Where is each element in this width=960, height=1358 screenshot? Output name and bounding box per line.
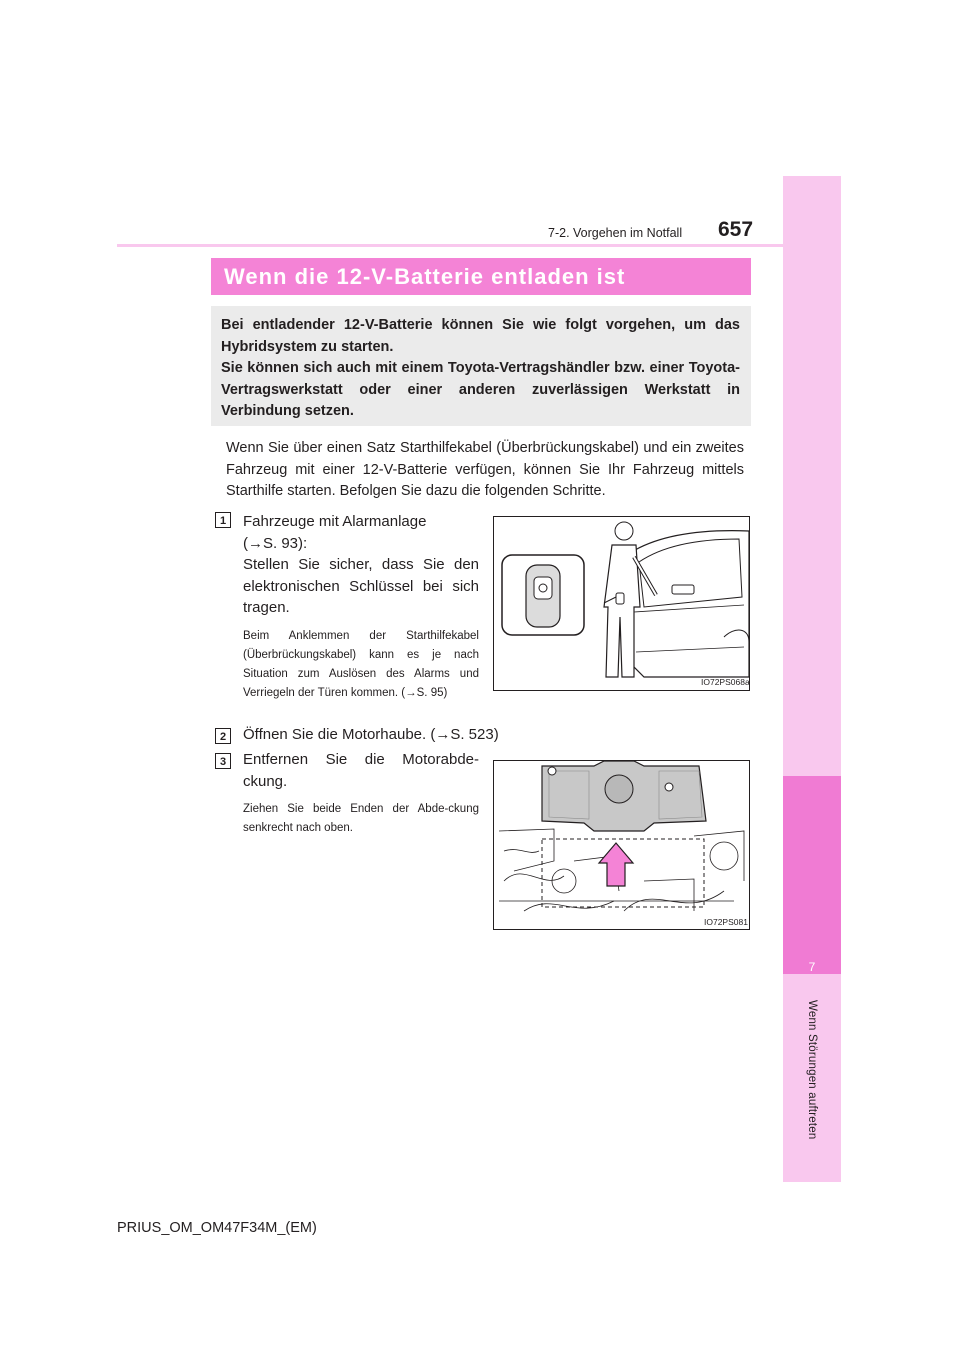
intro-line-2: Sie können sich auch mit einem Toyota-Vertragshändler bzw. einer Toyota-Vertragswerkstatt oder einer anderen zuverlässigen Werkstatt in Verbindung setzen. <box>221 360 740 419</box>
step-1-text-a: Fahrzeuge mit Alarmanlage <box>243 513 427 530</box>
page-number: 657 <box>718 218 754 241</box>
chapter-number-tab <box>783 776 841 974</box>
step-1-note: Beim Anklemmen der Starthilfekabel (Überbrückungskabel) kann es je nach Situation zum Auslösen des Alarms und Verriegeln der Türen kommen. (→S. 95) <box>243 629 479 699</box>
intro-line-1: Bei entladender 12-V-Batterie können Sie wie folgt vorgehen, um das Hybridsystem zu starten. <box>221 317 740 355</box>
step-number-3: 3 <box>215 753 231 769</box>
step-1-block <box>243 511 479 703</box>
figure-2-code: IO72PS081 <box>704 917 748 927</box>
step-number-2: 2 <box>215 728 231 744</box>
header-rule <box>117 244 783 247</box>
step-3-block <box>243 749 479 838</box>
page-title: Wenn die 12-V-Batterie entladen ist <box>224 264 626 289</box>
step-3-note: Ziehen Sie beide Enden der Abde-ckung senkrecht nach oben. <box>243 803 479 834</box>
intro-box <box>211 306 751 426</box>
figure-person-at-car <box>493 516 750 691</box>
chapter-title: Wenn Störungen auftreten <box>806 1000 818 1140</box>
footer-doc-id: PRIUS_OM_OM47F34M_(EM) <box>117 1220 317 1236</box>
step-number-1: 1 <box>215 512 231 528</box>
step-3-text: Entfernen Sie die Motorabde-ckung. <box>243 751 479 790</box>
figure-engine-cover <box>493 760 750 930</box>
title-bar <box>211 258 751 295</box>
engine-cover-illustration <box>494 761 749 929</box>
step-1-text-c: Stellen Sie sicher, dass Sie den elektronischen Schlüssel bei sich tragen. <box>243 556 479 616</box>
chapter-number: 7 <box>808 960 816 974</box>
figure-1-code: IO72PS068a <box>701 677 750 687</box>
step-1-text-b: (→S. 93): <box>243 534 308 552</box>
person-car-illustration <box>494 517 749 690</box>
step-2-text: Öffnen Sie die Motorhaube. (→S. 523) <box>243 726 499 743</box>
section-reference: 7-2. Vorgehen im Notfall <box>548 226 683 240</box>
body-paragraph: Wenn Sie über einen Satz Starthilfekabel (Überbrückungskabel) und ein zweites Fahrzeug mit einer 12-V-Batterie verfügen, können Sie Ihr Fahrzeug mittels Starthilfe starten. Befolgen Sie dazu die folgenden Schritte. <box>226 440 744 499</box>
